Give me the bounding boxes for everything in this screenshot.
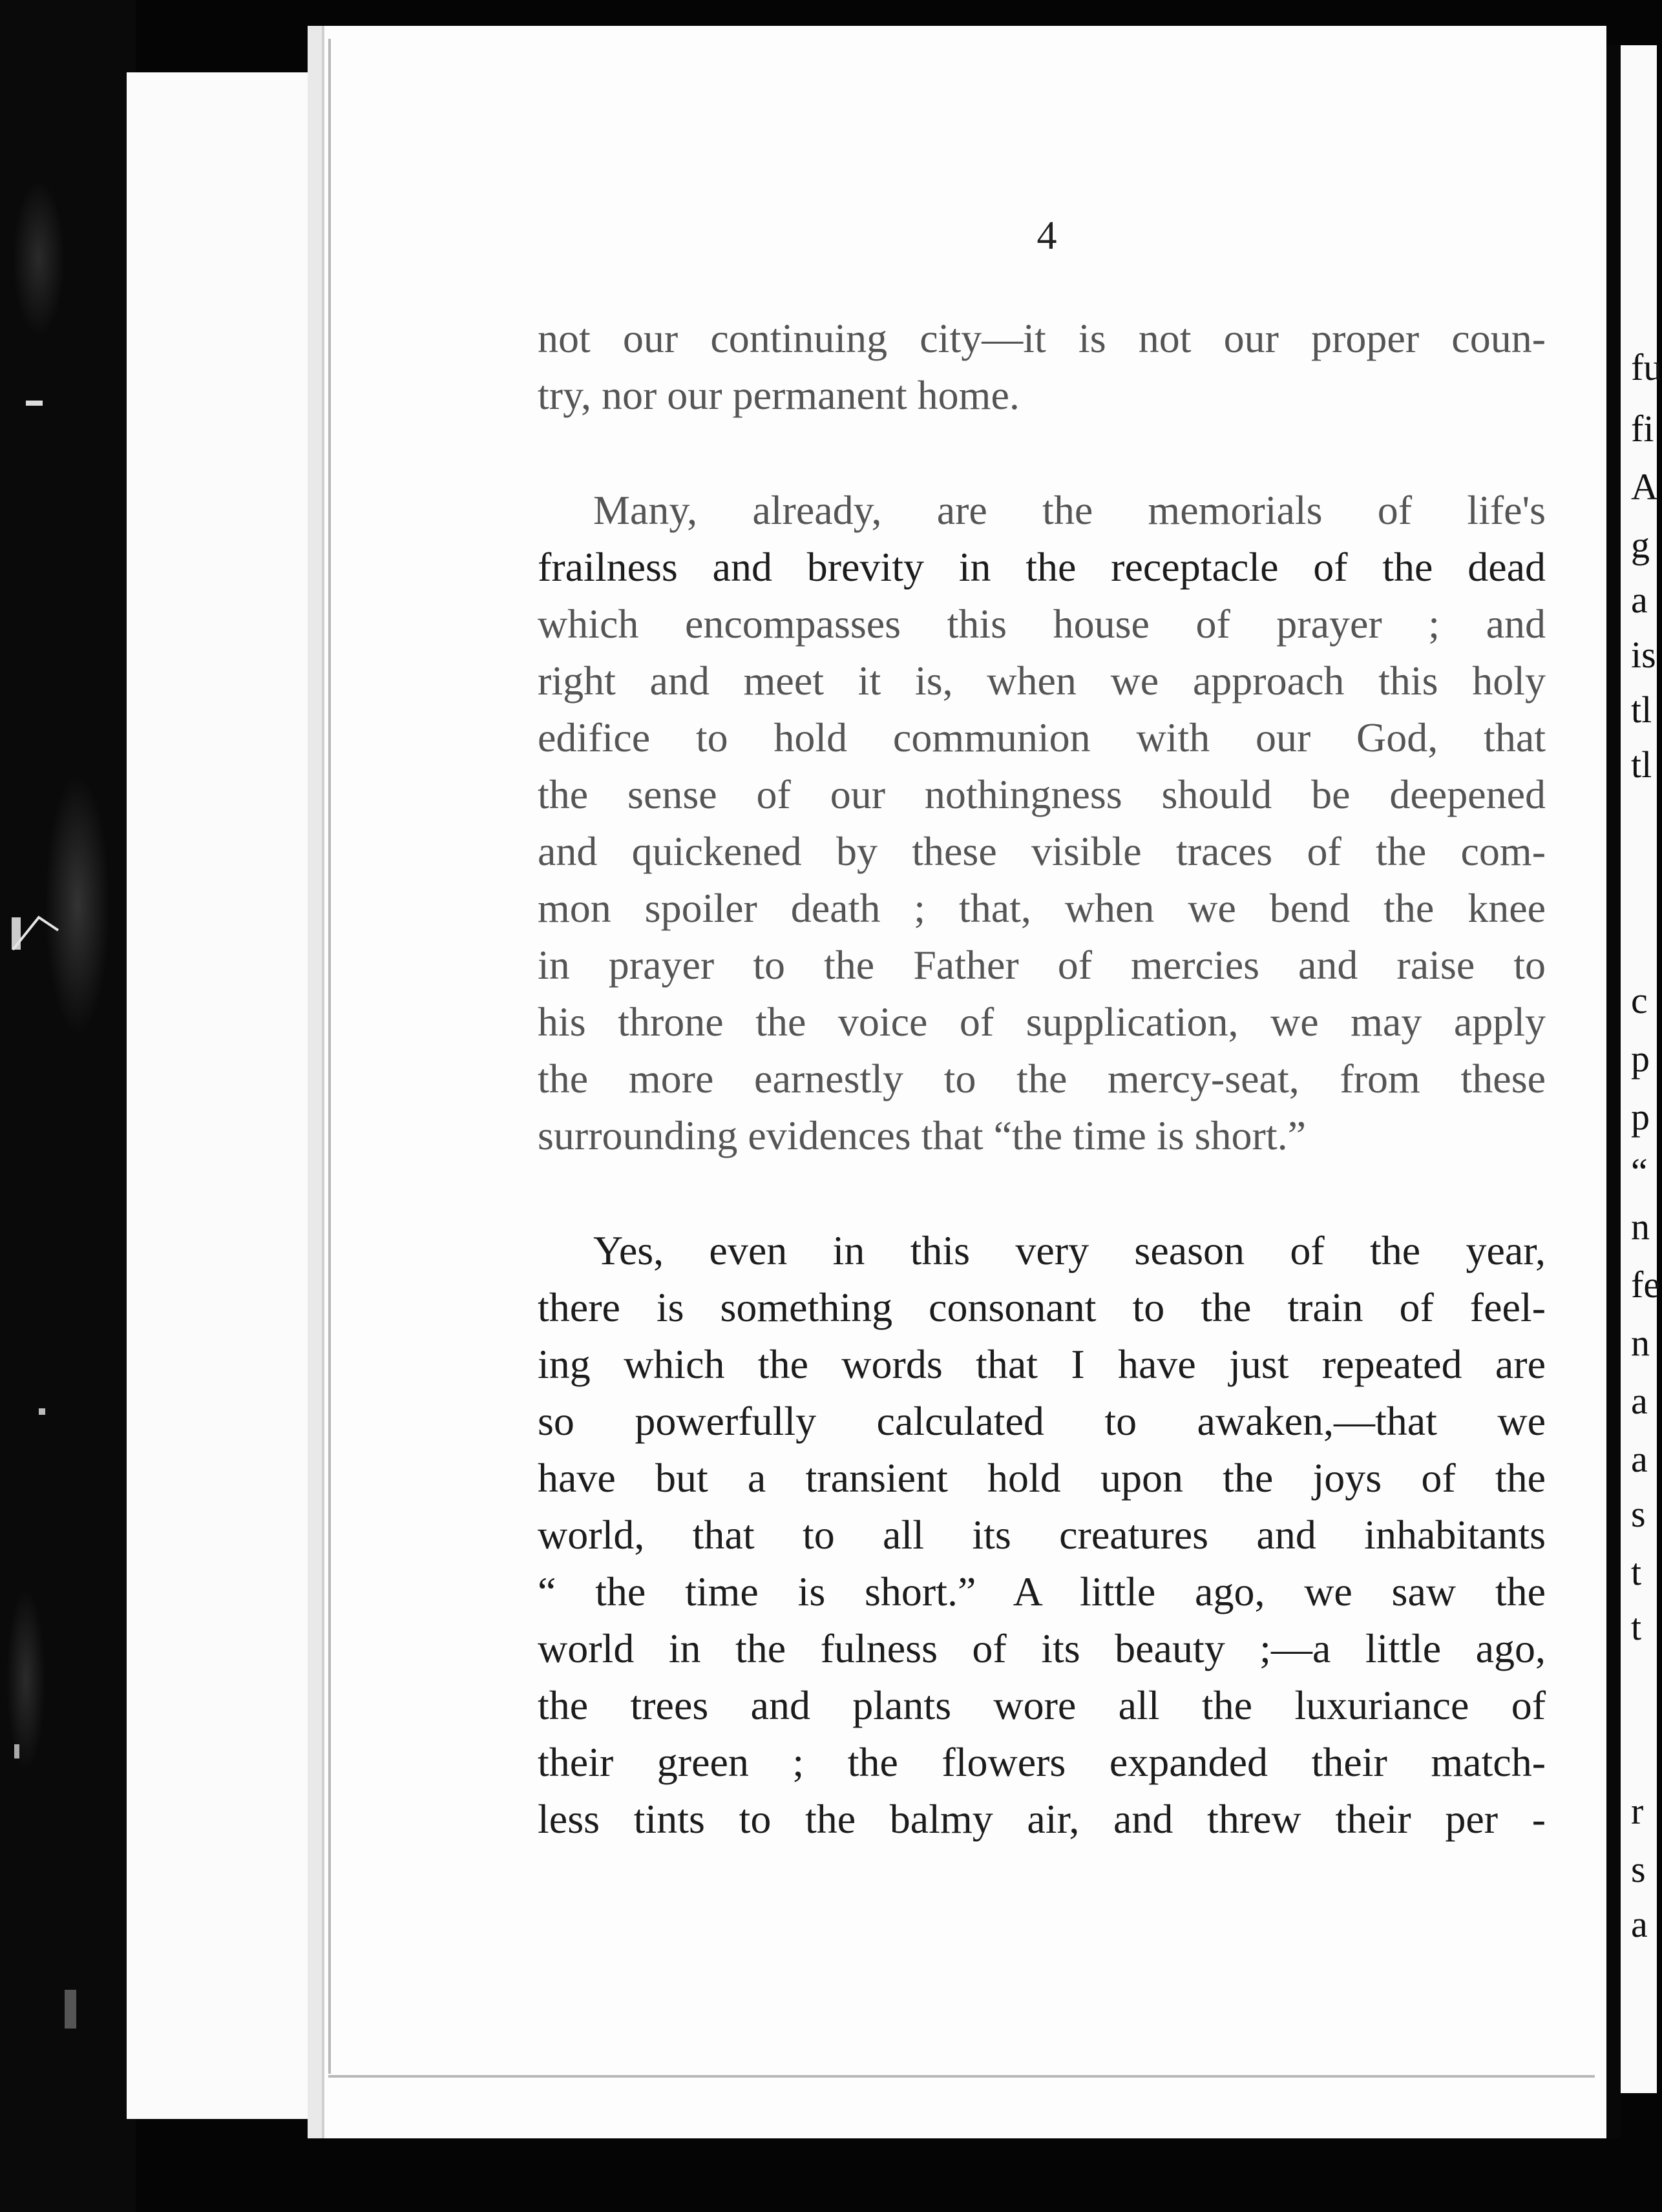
text-line: Many, already, are the memorials of life's (593, 487, 1546, 533)
adjacent-page-text: “ (1631, 1151, 1648, 1193)
paragraph (538, 310, 1546, 424)
text-line: not our continuing city—it is not our proper coun- (538, 315, 1546, 361)
page-number: 4 (1036, 214, 1057, 258)
page-body-text (538, 310, 1546, 1848)
adjacent-page-text: g (1631, 524, 1650, 566)
text-line: his throne the voice of supplication, we may apply (538, 999, 1546, 1045)
text-line: their green ; the flowers expanded their match- (538, 1739, 1546, 1785)
paragraph (538, 482, 1546, 1164)
text-line: the more earnestly to the mercy-seat, from these (538, 1056, 1546, 1101)
text-line: in prayer to the Father of mercies and raise to (538, 942, 1546, 988)
adjacent-page-text: a (1631, 1438, 1648, 1480)
adjacent-page-text: fi (1631, 408, 1654, 450)
text-line: the trees and plants wore all the luxuriance of (538, 1682, 1546, 1728)
text-line: “ the time is short.” A little ago, we saw the (538, 1569, 1546, 1614)
adjacent-page-text: n (1631, 1205, 1650, 1247)
adjacent-page-text: tl (1631, 744, 1652, 786)
adjacent-page-text: a (1631, 1380, 1648, 1422)
adjacent-page-text: s (1631, 1493, 1646, 1535)
text-line: have but a transient hold upon the joys of the (538, 1455, 1546, 1501)
adjacent-page-fragment (1621, 45, 1662, 2093)
adjacent-page-text: n (1631, 1322, 1650, 1364)
text-line: frailness and brevity in the receptacle of the dead (538, 544, 1546, 590)
text-line: and quickened by these visible traces of the com- (538, 828, 1546, 874)
text-line: edifice to hold communion with our God, that (538, 715, 1546, 760)
text-line: try, nor our permanent home. (538, 372, 1020, 418)
adjacent-page-text: A (1631, 466, 1658, 508)
adjacent-page-text: fe (1631, 1264, 1661, 1306)
text-line: world in the fulness of its beauty ;—a little ago, (538, 1625, 1546, 1671)
text-line: so powerfully calculated to awaken,—that we (538, 1398, 1546, 1444)
scan-debris (0, 0, 136, 2212)
adjacent-page-text: is (1631, 634, 1656, 676)
adjacent-page-text: tl (1631, 689, 1652, 731)
text-line: less tints to the balmy air, and threw their per - (538, 1796, 1546, 1842)
text-line: mon spoiler death ; that, when we bend the knee (538, 885, 1546, 931)
adjacent-page-text: r (1631, 1790, 1644, 1832)
adjacent-page-text: c (1631, 979, 1648, 1021)
adjacent-page-text: t (1631, 1606, 1642, 1648)
adjacent-page-text: t (1631, 1551, 1642, 1593)
book-gutter (1606, 45, 1621, 2138)
text-line: right and meet it is, when we approach this holy (538, 658, 1546, 704)
adjacent-page-text: p (1631, 1038, 1650, 1080)
text-line: world, that to all its creatures and inhabitants (538, 1512, 1546, 1558)
adjacent-page-text: a (1631, 1903, 1648, 1945)
adjacent-page-text: fu (1631, 346, 1662, 388)
text-line: which encompasses this house of prayer ; and (538, 601, 1546, 647)
text-line: ing which the words that I have just repeated are (538, 1341, 1546, 1387)
text-line: the sense of our nothingness should be deepened (538, 771, 1546, 817)
adjacent-page-text: p (1631, 1096, 1650, 1138)
adjacent-page-text: a (1631, 579, 1648, 621)
adjacent-page-text: s (1631, 1848, 1646, 1890)
text-line: surrounding evidences that “the time is short.” (538, 1112, 1307, 1158)
page-fold-line (328, 39, 331, 2074)
page-bottom-fold-line (328, 2075, 1595, 2078)
paragraph (538, 1222, 1546, 1848)
text-line: there is something consonant to the train of feel- (538, 1284, 1546, 1330)
text-line: Yes, even in this very season of the year, (593, 1227, 1546, 1273)
